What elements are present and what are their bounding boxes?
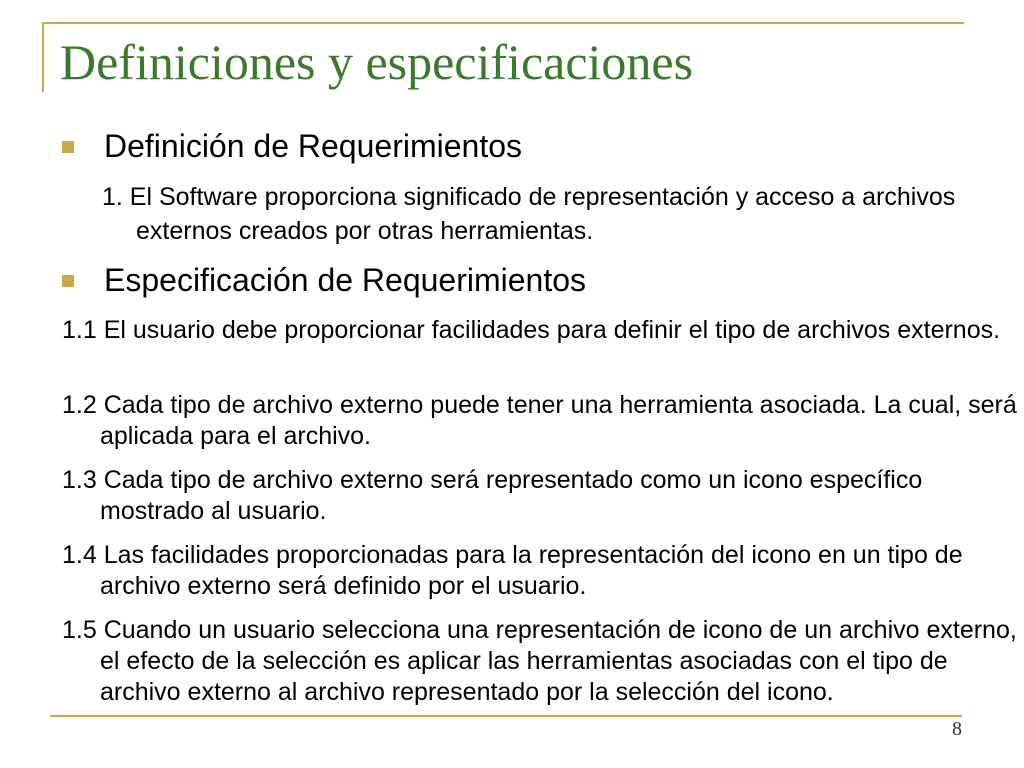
bullet-especificacion-text: Especificación de Requerimientos <box>104 262 587 298</box>
bullet-especificacion <box>62 262 586 299</box>
title-frame-left-line <box>42 22 44 92</box>
page-number: 8 <box>952 718 962 740</box>
title-frame-top-line <box>42 22 964 24</box>
especificacion-item-1-2: 1.2 Cada tipo de archivo externo puede tener una herramienta asociada. La cual, será aplicada para el archivo. <box>62 391 1017 450</box>
definicion-item-1: 1. El Software proporciona significado de representación y acceso a archivos externos creados por otras herramientas. <box>102 183 956 245</box>
footer-line <box>50 715 962 717</box>
especificacion-item-1-3: 1.3 Cada tipo de archivo externo será representado como un icono específico mostrado al usuario. <box>62 466 923 525</box>
especificacion-item-1-1: 1.1 El usuario debe proporcionar facilidades para definir el tipo de archivos externos. <box>62 316 1001 344</box>
square-bullet-icon <box>62 275 74 287</box>
bullet-definicion <box>62 128 522 165</box>
bullet-definicion-text: Definición de Requerimientos <box>104 128 522 164</box>
especificacion-item-1-4: 1.4 Las facilidades proporcionadas para la representación del icono en un tipo de archivo externo será definido por el usuario. <box>62 541 963 600</box>
slide-title: Definiciones y especificaciones <box>60 34 694 90</box>
especificacion-item-1-5: 1.5 Cuando un usuario selecciona una representación de icono de un archivo externo, el efecto de la selección es aplicar las herramientas asociadas con el tipo de archivo externo al archivo representado por la selección del icono. <box>62 616 1017 706</box>
square-bullet-icon <box>62 141 74 153</box>
